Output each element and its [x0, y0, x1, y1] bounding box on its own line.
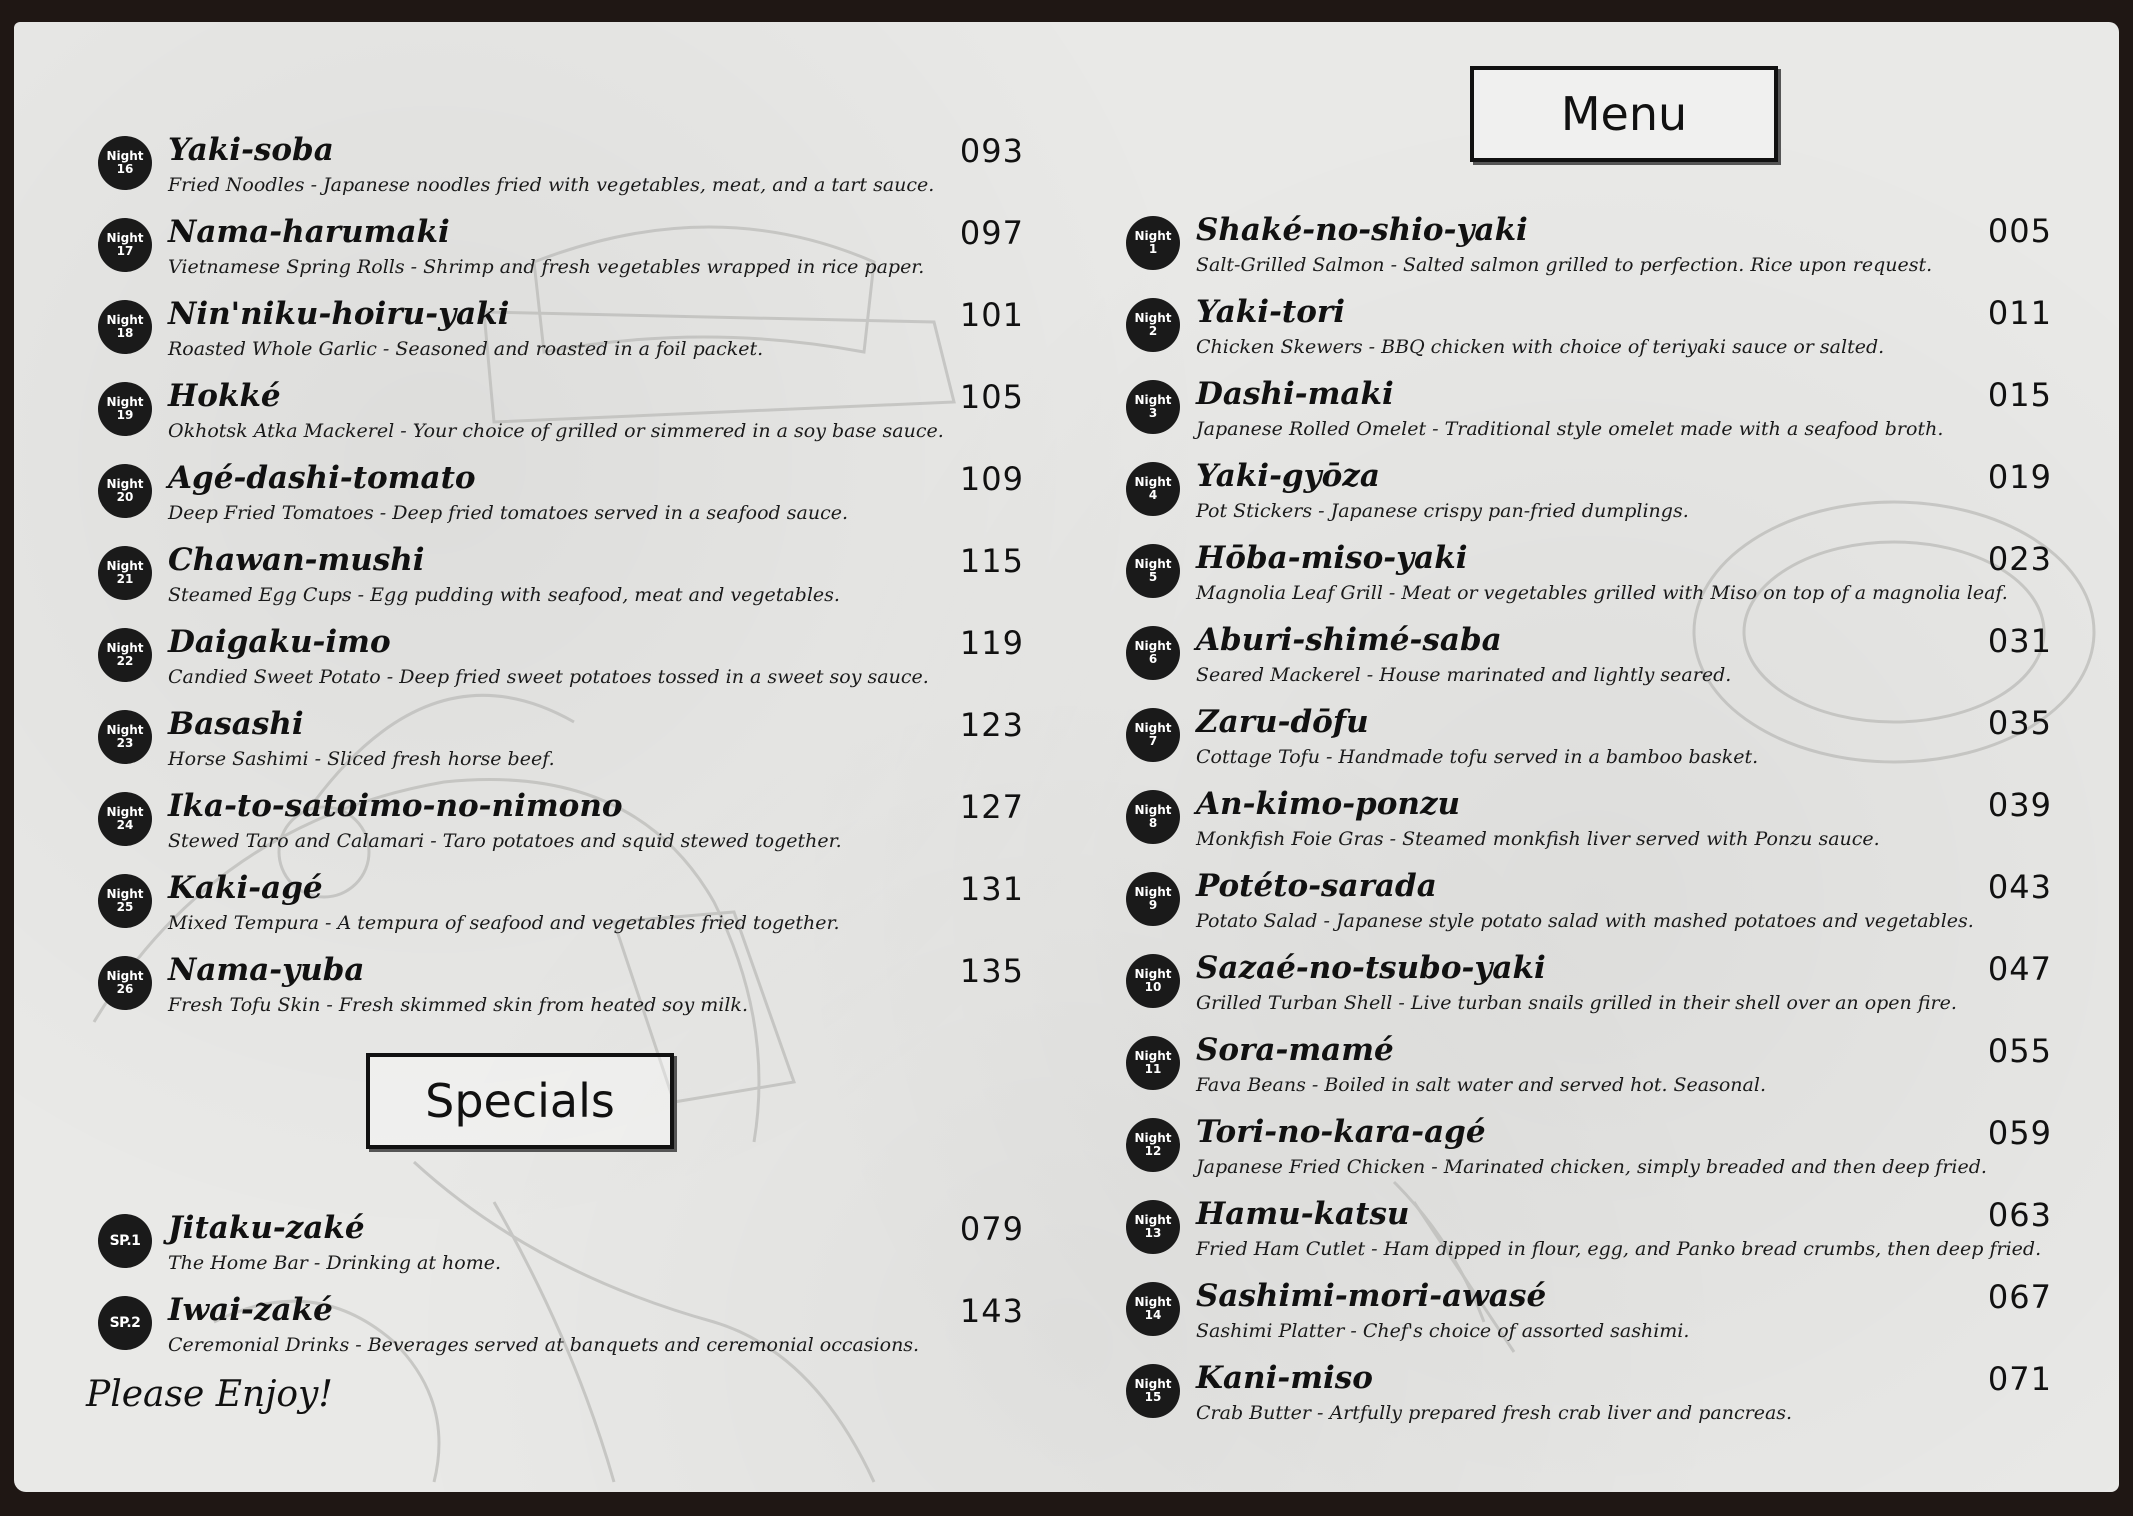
item-name: Yaki-soba [168, 132, 334, 168]
menu-item [1112, 868, 2052, 950]
badge-label: Night [106, 313, 144, 328]
item-price: 067 [1987, 1278, 2052, 1316]
item-price: 015 [1987, 376, 2052, 414]
badge-number: 12 [1144, 1144, 1162, 1158]
item-number-badge [98, 218, 152, 272]
item-number-badge [98, 136, 152, 190]
menu-item [84, 378, 1024, 460]
item-price: 031 [1987, 622, 2052, 660]
item-price: 115 [959, 542, 1024, 580]
special-item [84, 1210, 1024, 1292]
item-name: Hokké [168, 378, 281, 414]
item-name: Agé-dashi-tomato [168, 460, 476, 496]
menu-item [1112, 622, 2052, 704]
badge-number: 6 [1148, 652, 1158, 666]
item-description: Pot Stickers - Japanese crispy pan-fried dumplings. [1196, 500, 1689, 522]
item-price: 059 [1987, 1114, 2052, 1152]
menu-item [84, 952, 1024, 1034]
badge-number: 18 [116, 326, 134, 340]
item-number-badge [98, 792, 152, 846]
item-number-badge [1126, 462, 1180, 516]
item-description: Seared Mackerel - House marinated and lightly seared. [1196, 664, 1732, 686]
item-price: 019 [1987, 458, 2052, 496]
menu-item [1112, 1278, 2052, 1360]
item-number-badge [98, 956, 152, 1010]
item-price: 093 [959, 132, 1024, 170]
item-description: Mixed Tempura - A tempura of seafood and vegetables fried together. [168, 912, 840, 934]
item-price: 047 [1987, 950, 2052, 988]
item-number-badge [1126, 380, 1180, 434]
badge-number: 11 [1144, 1062, 1162, 1076]
item-number-badge [98, 382, 152, 436]
menu-item [84, 296, 1024, 378]
item-name: Shaké-no-shio-yaki [1196, 212, 1528, 248]
badge-label: Night [1134, 721, 1172, 736]
menu-item [1112, 458, 2052, 540]
badge-label: Night [1134, 393, 1172, 408]
badge-label: Night [1134, 1049, 1172, 1064]
badge-label: Night [1134, 229, 1172, 244]
badge-number: 14 [1144, 1308, 1162, 1322]
badge-label: Night [106, 559, 144, 574]
badge-number: 22 [116, 654, 134, 668]
item-price: 123 [959, 706, 1024, 744]
item-name: Nama-harumaki [168, 214, 450, 250]
item-name: Ika-to-satoimo-no-nimono [168, 788, 623, 824]
badge-number: 4 [1148, 488, 1158, 502]
item-description: Potato Salad - Japanese style potato salad with mashed potatoes and vegetables. [1196, 910, 1974, 932]
badge-label: Night [1134, 1213, 1172, 1228]
menu-item [84, 132, 1024, 214]
badge-label: Night [106, 149, 144, 164]
item-description: Steamed Egg Cups - Egg pudding with seafood, meat and vegetables. [168, 584, 840, 606]
menu-item [1112, 212, 2052, 294]
item-description: Fried Noodles - Japanese noodles fried with vegetables, meat, and a tart sauce. [168, 174, 935, 196]
item-number-badge [1126, 298, 1180, 352]
item-name: Chawan-mushi [168, 542, 425, 578]
item-description: Ceremonial Drinks - Beverages served at banquets and ceremonial occasions. [168, 1334, 920, 1356]
menu-item [84, 214, 1024, 296]
menu-item [1112, 540, 2052, 622]
menu-title: Menu [1470, 66, 1778, 162]
badge-number: 5 [1148, 570, 1158, 584]
specials-list [84, 1210, 1024, 1374]
item-description: Monkfish Foie Gras - Steamed monkfish liver served with Ponzu sauce. [1196, 828, 1880, 850]
item-description: Magnolia Leaf Grill - Meat or vegetables grilled with Miso on top of a magnolia leaf. [1196, 582, 2008, 604]
badge-number: 1 [1148, 242, 1158, 256]
item-description: Candied Sweet Potato - Deep fried sweet potatoes tossed in a sweet soy sauce. [168, 666, 929, 688]
menu-item [1112, 1114, 2052, 1196]
item-description: Okhotsk Atka Mackerel - Your choice of grilled or simmered in a soy base sauce. [168, 420, 944, 442]
item-price: 135 [959, 952, 1024, 990]
badge-label: Night [1134, 475, 1172, 490]
menu-item [84, 460, 1024, 542]
badge-number: 16 [116, 162, 134, 176]
badge-number: 2 [1148, 324, 1158, 338]
item-number-badge: SP.1 [98, 1214, 152, 1268]
item-description: Crab Butter - Artfully prepared fresh crab liver and pancreas. [1196, 1402, 1793, 1424]
item-description: Cottage Tofu - Handmade tofu served in a bamboo basket. [1196, 746, 1759, 768]
badge-label: Night [1134, 639, 1172, 654]
item-price: 005 [1987, 212, 2052, 250]
item-description: Deep Fried Tomatoes - Deep fried tomatoes served in a seafood sauce. [168, 502, 849, 524]
badge-label: Night [1134, 885, 1172, 900]
item-description: Vietnamese Spring Rolls - Shrimp and fresh vegetables wrapped in rice paper. [168, 256, 925, 278]
item-name: Yaki-tori [1196, 294, 1346, 330]
badge-label: Night [106, 477, 144, 492]
badge-number: 13 [1144, 1226, 1162, 1240]
badge-number: 26 [116, 982, 134, 996]
item-price: 023 [1987, 540, 2052, 578]
special-item [84, 1292, 1024, 1374]
item-price: 127 [959, 788, 1024, 826]
item-price: 097 [959, 214, 1024, 252]
badge-label: Night [106, 231, 144, 246]
menu-item [84, 788, 1024, 870]
item-price: 071 [1987, 1360, 2052, 1398]
badge-number: 15 [1144, 1390, 1162, 1404]
item-description: Fresh Tofu Skin - Fresh skimmed skin from heated soy milk. [168, 994, 748, 1016]
item-name: Hōba-miso-yaki [1196, 540, 1468, 576]
badge-label: Night [1134, 311, 1172, 326]
menu-page [14, 22, 2119, 1492]
menu-item [1112, 1360, 2052, 1442]
item-number-badge [1126, 790, 1180, 844]
item-description: Fried Ham Cutlet - Ham dipped in flour, egg, and Panko bread crumbs, then deep fried. [1196, 1238, 2042, 1260]
badge-number: 25 [116, 900, 134, 914]
item-name: Sazaé-no-tsubo-yaki [1196, 950, 1546, 986]
item-price: 143 [959, 1292, 1024, 1330]
item-name: Aburi-shimé-saba [1196, 622, 1502, 658]
item-price: 039 [1987, 786, 2052, 824]
item-price: 011 [1987, 294, 2052, 332]
badge-label: Night [106, 969, 144, 984]
item-name: Jitaku-zaké [168, 1210, 365, 1246]
item-description: Horse Sashimi - Sliced fresh horse beef. [168, 748, 555, 770]
item-name: Basashi [168, 706, 304, 742]
badge-label: Night [1134, 803, 1172, 818]
item-number-badge [1126, 1118, 1180, 1172]
item-price: 119 [959, 624, 1024, 662]
badge-number: 10 [1144, 980, 1162, 994]
badge-label: Night [106, 395, 144, 410]
badge-label: Night [1134, 557, 1172, 572]
menu-item [1112, 376, 2052, 458]
item-name: Sora-mamé [1196, 1032, 1394, 1068]
badge-number: 17 [116, 244, 134, 258]
item-description: Chicken Skewers - BBQ chicken with choice of teriyaki sauce or salted. [1196, 336, 1885, 358]
item-description: Fava Beans - Boiled in salt water and served hot. Seasonal. [1196, 1074, 1766, 1096]
item-number-badge [1126, 626, 1180, 680]
item-number-badge [1126, 1364, 1180, 1418]
item-price: 131 [959, 870, 1024, 908]
menu-item [84, 706, 1024, 788]
menu-item [1112, 1196, 2052, 1278]
closing-text: Please Enjoy! [86, 1374, 333, 1415]
right-menu-list [1112, 212, 2052, 1442]
left-menu-list [84, 132, 1024, 1034]
item-name: Kani-miso [1196, 1360, 1373, 1396]
item-price: 055 [1987, 1032, 2052, 1070]
item-number-badge [98, 546, 152, 600]
item-description: Stewed Taro and Calamari - Taro potatoes and squid stewed together. [168, 830, 842, 852]
item-number-badge: SP.2 [98, 1296, 152, 1350]
badge-label: Night [1134, 967, 1172, 982]
item-number-badge [1126, 544, 1180, 598]
badge-number: 9 [1148, 898, 1158, 912]
item-number-badge [1126, 954, 1180, 1008]
menu-item [1112, 704, 2052, 786]
item-number-badge [1126, 216, 1180, 270]
item-name: Hamu-katsu [1196, 1196, 1410, 1232]
menu-item [1112, 294, 2052, 376]
badge-number: 8 [1148, 816, 1158, 830]
badge-label: Night [106, 805, 144, 820]
item-name: Tori-no-kara-agé [1196, 1114, 1486, 1150]
item-name: Nin'niku-hoiru-yaki [168, 296, 510, 332]
item-description: Roasted Whole Garlic - Seasoned and roasted in a foil packet. [168, 338, 764, 360]
item-name: Sashimi-mori-awasé [1196, 1278, 1547, 1314]
specials-title: Specials [366, 1053, 674, 1149]
menu-item [84, 624, 1024, 706]
item-description: Grilled Turban Shell - Live turban snails grilled in their shell over an open fire. [1196, 992, 1957, 1014]
item-number-badge [1126, 708, 1180, 762]
item-description: Japanese Rolled Omelet - Traditional style omelet made with a seafood broth. [1196, 418, 1944, 440]
badge-number: 24 [116, 818, 134, 832]
item-price: 109 [959, 460, 1024, 498]
item-number-badge [98, 300, 152, 354]
badge-number: 19 [116, 408, 134, 422]
item-number-badge [1126, 1036, 1180, 1090]
badge-label: Night [106, 723, 144, 738]
badge-label: Night [1134, 1295, 1172, 1310]
item-name: Nama-yuba [168, 952, 365, 988]
item-name: Zaru-dōfu [1196, 704, 1369, 740]
item-description: Salt-Grilled Salmon - Salted salmon grilled to perfection. Rice upon request. [1196, 254, 1933, 276]
item-name: Dashi-maki [1196, 376, 1394, 412]
item-price: 105 [959, 378, 1024, 416]
item-number-badge [1126, 872, 1180, 926]
item-price: 063 [1987, 1196, 2052, 1234]
badge-label: Night [106, 887, 144, 902]
item-description: Sashimi Platter - Chef's choice of assorted sashimi. [1196, 1320, 1690, 1342]
badge-number: 21 [116, 572, 134, 586]
badge-label: Night [106, 641, 144, 656]
item-price: 043 [1987, 868, 2052, 906]
item-name: Daigaku-imo [168, 624, 391, 660]
item-number-badge [98, 874, 152, 928]
item-number-badge [98, 628, 152, 682]
badge-number: 7 [1148, 734, 1158, 748]
item-number-badge [1126, 1200, 1180, 1254]
menu-item [1112, 950, 2052, 1032]
badge-label: Night [1134, 1377, 1172, 1392]
item-name: Potéto-sarada [1196, 868, 1437, 904]
item-name: An-kimo-ponzu [1196, 786, 1461, 822]
item-name: Iwai-zaké [168, 1292, 333, 1328]
item-description: The Home Bar - Drinking at home. [168, 1252, 502, 1274]
item-number-badge [1126, 1282, 1180, 1336]
badge-number: 3 [1148, 406, 1158, 420]
badge-number: 23 [116, 736, 134, 750]
badge-number: 20 [116, 490, 134, 504]
item-price: 035 [1987, 704, 2052, 742]
menu-item [84, 870, 1024, 952]
item-name: Yaki-gyōza [1196, 458, 1380, 494]
badge-label: Night [1134, 1131, 1172, 1146]
item-name: Kaki-agé [168, 870, 323, 906]
menu-item [84, 542, 1024, 624]
item-number-badge [98, 464, 152, 518]
menu-item [1112, 1032, 2052, 1114]
item-description: Japanese Fried Chicken - Marinated chicken, simply breaded and then deep fried. [1196, 1156, 1987, 1178]
item-price: 079 [959, 1210, 1024, 1248]
item-price: 101 [959, 296, 1024, 334]
item-number-badge [98, 710, 152, 764]
menu-item [1112, 786, 2052, 868]
